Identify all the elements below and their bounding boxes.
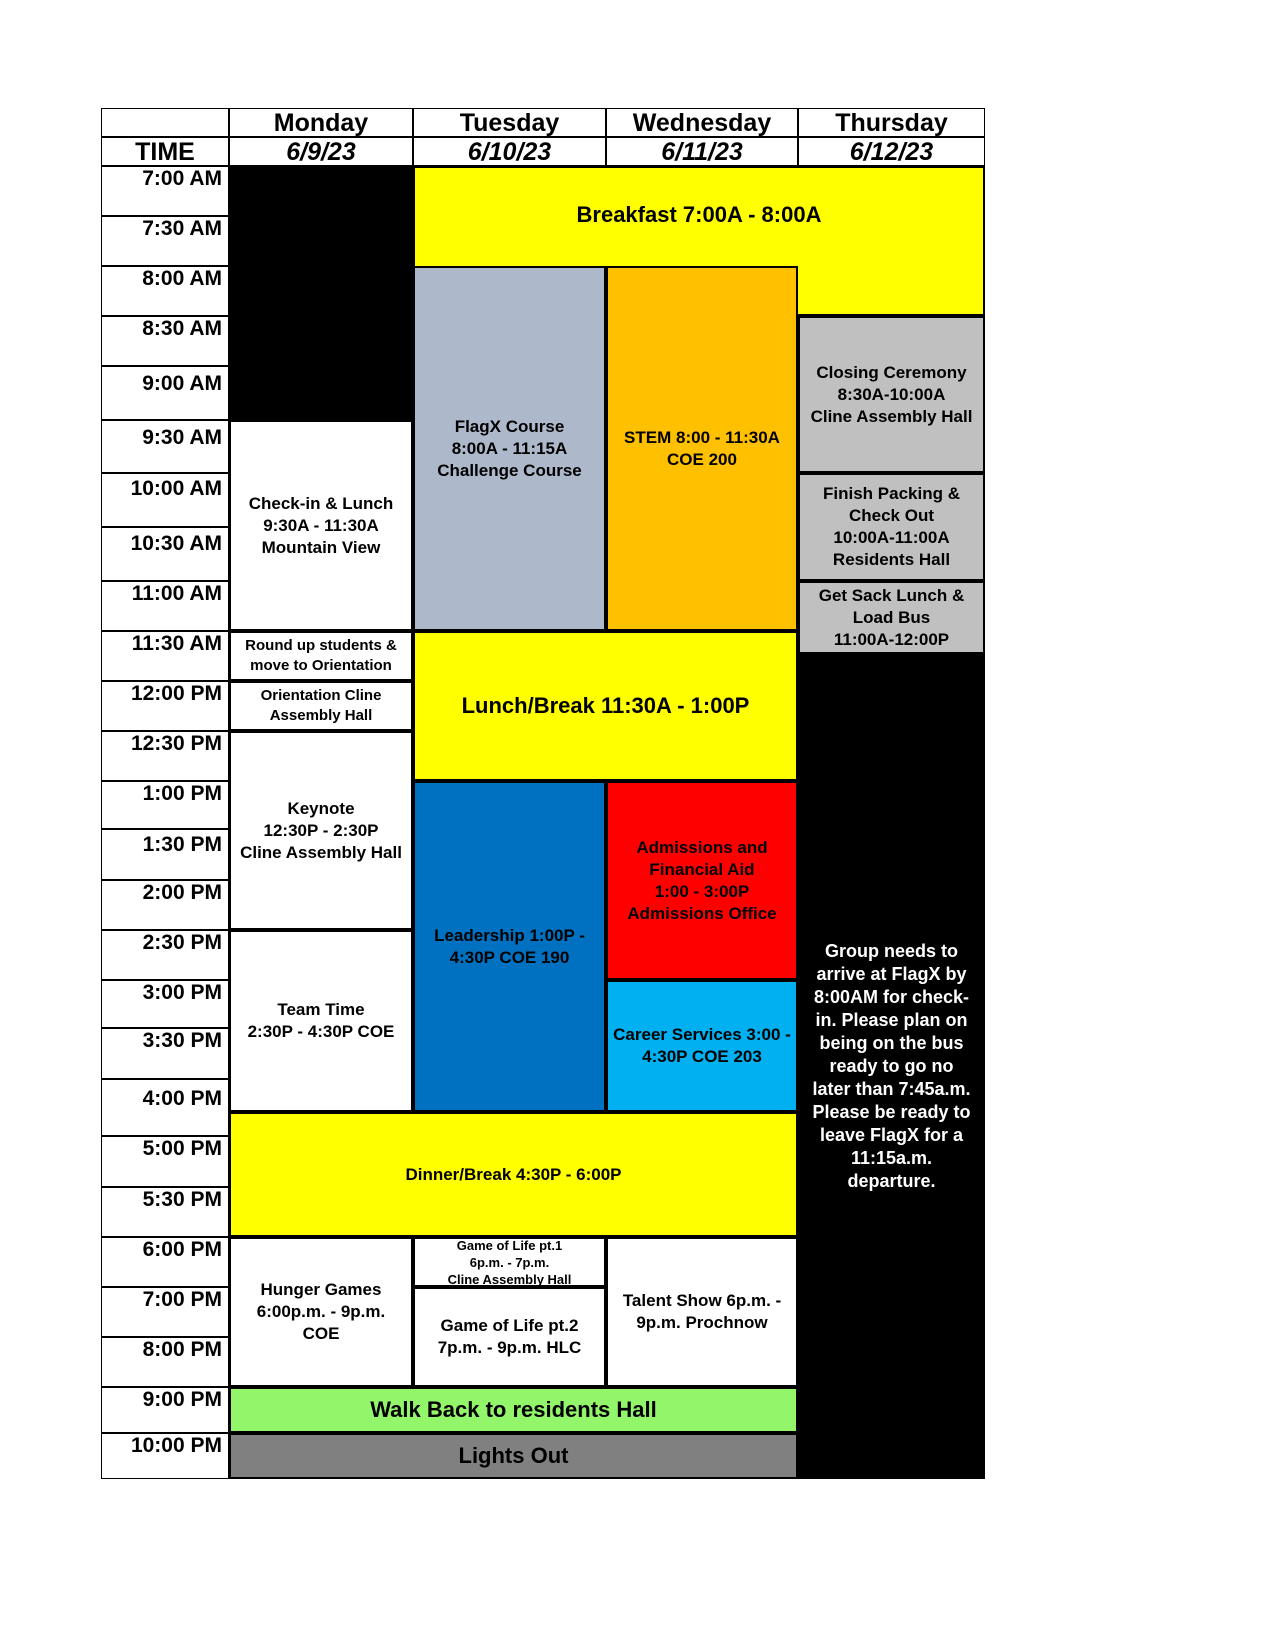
event-breakfast: Breakfast 7:00A - 8:00A xyxy=(413,166,985,316)
header-blank xyxy=(101,108,229,137)
date-wednesday: 6/11/23 xyxy=(606,137,798,166)
time-slot: 2:00 PM xyxy=(101,880,229,930)
time-slot: 10:30 AM xyxy=(101,527,229,581)
time-slot: 9:00 AM xyxy=(101,366,229,420)
event-talent-show: Talent Show 6p.m. - 9p.m. Prochnow xyxy=(606,1237,798,1387)
event-dinner-break: Dinner/Break 4:30P - 6:00P xyxy=(229,1112,798,1237)
time-slot: 7:30 AM xyxy=(101,216,229,266)
event-flagx-course: FlagX Course 8:00A - 11:15A Challenge Course xyxy=(413,266,606,631)
time-slot: 8:30 AM xyxy=(101,316,229,366)
event-finish-packing: Finish Packing & Check Out 10:00A-11:00A Residents Hall xyxy=(798,473,985,581)
time-slot: 9:00 PM xyxy=(101,1387,229,1433)
time-slot: 1:00 PM xyxy=(101,781,229,829)
time-slot: 12:00 PM xyxy=(101,681,229,731)
monday-blocked-off xyxy=(229,166,413,420)
event-leadership: Leadership 1:00P - 4:30P COE 190 xyxy=(413,781,606,1112)
event-lunch-break: Lunch/Break 11:30A - 1:00P xyxy=(413,631,798,781)
event-closing-ceremony: Closing Ceremony 8:30A-10:00A Cline Assembly Hall xyxy=(798,316,985,473)
event-lights-out: Lights Out xyxy=(229,1433,798,1479)
time-slot: 2:30 PM xyxy=(101,930,229,980)
event-checkin-lunch: Check-in & Lunch 9:30A - 11:30A Mountain View xyxy=(229,420,413,631)
time-slot: 5:30 PM xyxy=(101,1187,229,1237)
event-hunger-games: Hunger Games 6:00p.m. - 9p.m. COE xyxy=(229,1237,413,1387)
event-orientation: Orientation Cline Assembly Hall xyxy=(229,681,413,731)
time-slot: 1:30 PM xyxy=(101,829,229,880)
time-slot: 7:00 AM xyxy=(101,166,229,216)
day-monday: Monday xyxy=(229,108,413,137)
event-admissions: Admissions and Financial Aid 1:00 - 3:00P Admissions Office xyxy=(606,781,798,980)
time-slot: 5:00 PM xyxy=(101,1136,229,1187)
event-stem: STEM 8:00 - 11:30A COE 200 xyxy=(606,266,798,631)
event-round-up: Round up students & move to Orientation xyxy=(229,631,413,681)
time-slot: 11:30 AM xyxy=(101,631,229,681)
time-slot: 3:00 PM xyxy=(101,980,229,1028)
time-slot: 3:30 PM xyxy=(101,1028,229,1079)
date-tuesday: 6/10/23 xyxy=(413,137,606,166)
thursday-note: Group needs to arrive at FlagX by 8:00AM for check-in. Please plan on being on the bus ready to go no later than 7:45a.m. Please be ready to leave FlagX for a 11:15a.m. departure. xyxy=(798,654,985,1479)
time-slot: 8:00 AM xyxy=(101,266,229,316)
event-keynote: Keynote 12:30P - 2:30P Cline Assembly Hall xyxy=(229,731,413,930)
time-slot: 10:00 PM xyxy=(101,1433,229,1479)
time-slot: 11:00 AM xyxy=(101,581,229,631)
time-slot: 9:30 AM xyxy=(101,420,229,473)
event-walk-back: Walk Back to residents Hall xyxy=(229,1387,798,1433)
time-slot: 6:00 PM xyxy=(101,1237,229,1287)
event-game-of-life-2: Game of Life pt.2 7p.m. - 9p.m. HLC xyxy=(413,1287,606,1387)
time-slot: 10:00 AM xyxy=(101,473,229,527)
time-header: TIME xyxy=(101,137,229,166)
time-slot: 7:00 PM xyxy=(101,1287,229,1337)
day-thursday: Thursday xyxy=(798,108,985,137)
date-thursday: 6/12/23 xyxy=(798,137,985,166)
time-slot: 12:30 PM xyxy=(101,731,229,781)
event-sack-lunch: Get Sack Lunch & Load Bus 11:00A-12:00P xyxy=(798,581,985,654)
event-career-services: Career Services 3:00 - 4:30P COE 203 xyxy=(606,980,798,1112)
day-wednesday: Wednesday xyxy=(606,108,798,137)
time-slot: 8:00 PM xyxy=(101,1337,229,1387)
time-slot: 4:00 PM xyxy=(101,1079,229,1136)
day-tuesday: Tuesday xyxy=(413,108,606,137)
event-team-time: Team Time 2:30P - 4:30P COE xyxy=(229,930,413,1112)
date-monday: 6/9/23 xyxy=(229,137,413,166)
event-game-of-life-1: Game of Life pt.1 6p.m. - 7p.m. Cline Assembly Hall xyxy=(413,1237,606,1287)
